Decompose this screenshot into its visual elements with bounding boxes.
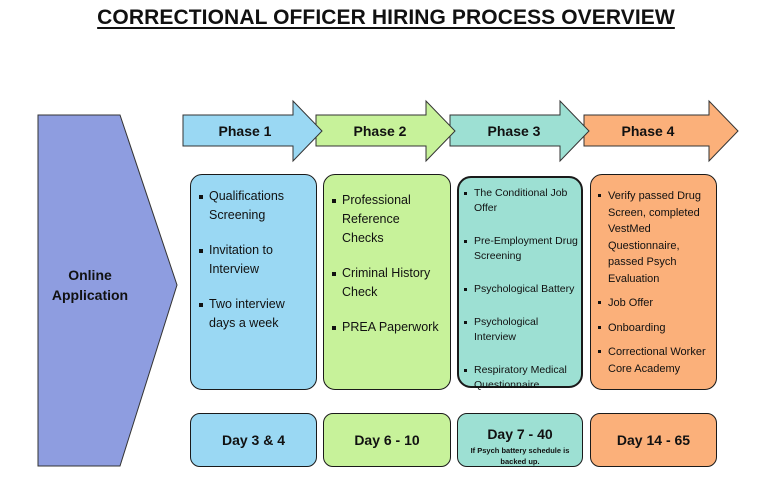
phase-3-task-list	[462, 186, 578, 393]
phase-2-label: Phase 2	[353, 123, 407, 139]
phase-2-days: Day 6 - 10	[354, 432, 420, 448]
phase-4-label: Phase 4	[621, 123, 675, 139]
phase-3-days: Day 7 - 40	[487, 426, 553, 442]
list-item: Criminal History Check	[330, 264, 444, 302]
list-item: Job Offer	[596, 295, 712, 312]
phase-3-timeline-box	[457, 413, 583, 467]
page-title: CORRECTIONAL OFFICER HIRING PROCESS OVERVIEW	[97, 6, 675, 29]
online-application-label: Online Application	[51, 267, 129, 303]
phase-1-timeline-box	[190, 413, 317, 467]
phase-1-task-list	[197, 187, 310, 333]
list-item: Professional Reference Checks	[330, 191, 444, 248]
phase-2-task-list	[330, 191, 444, 337]
phase-1-label: Phase 1	[218, 123, 272, 139]
list-item: Two interview days a week	[197, 295, 310, 333]
phase-3-task-box	[457, 176, 583, 391]
phase-3-label: Phase 3	[487, 123, 541, 139]
phase-2-task-box	[323, 174, 451, 390]
phase-4-task-list	[596, 188, 712, 377]
list-item: Verify passed Drug Screen, completed VestMed Questionnaire, passed Psych Evaluation	[596, 188, 712, 287]
phase-1-task-box	[190, 174, 317, 390]
list-item: Qualifications Screening	[197, 187, 310, 225]
phase-4-timeline-box	[590, 413, 717, 467]
list-item: Psychological Interview	[462, 315, 578, 345]
list-item: Respiratory Medical Questionnaire	[462, 363, 578, 393]
phase-2-timeline-box	[323, 413, 451, 467]
phase-1-days: Day 3 & 4	[221, 432, 286, 448]
list-item: The Conditional Job Offer	[462, 186, 578, 216]
phase-4-task-box	[590, 174, 717, 390]
phase-4-days: Day 14 - 65	[616, 432, 691, 448]
list-item: Pre-Employment Drug Screening	[462, 234, 578, 264]
list-item: Psychological Battery	[462, 282, 578, 297]
list-item: Onboarding	[596, 320, 712, 337]
phase-3-days-note: If Psych battery schedule is backed up.	[470, 446, 570, 466]
list-item: PREA Paperwork	[330, 318, 444, 337]
list-item: Invitation to Interview	[197, 241, 310, 279]
list-item: Correctional Worker Core Academy	[596, 344, 712, 377]
